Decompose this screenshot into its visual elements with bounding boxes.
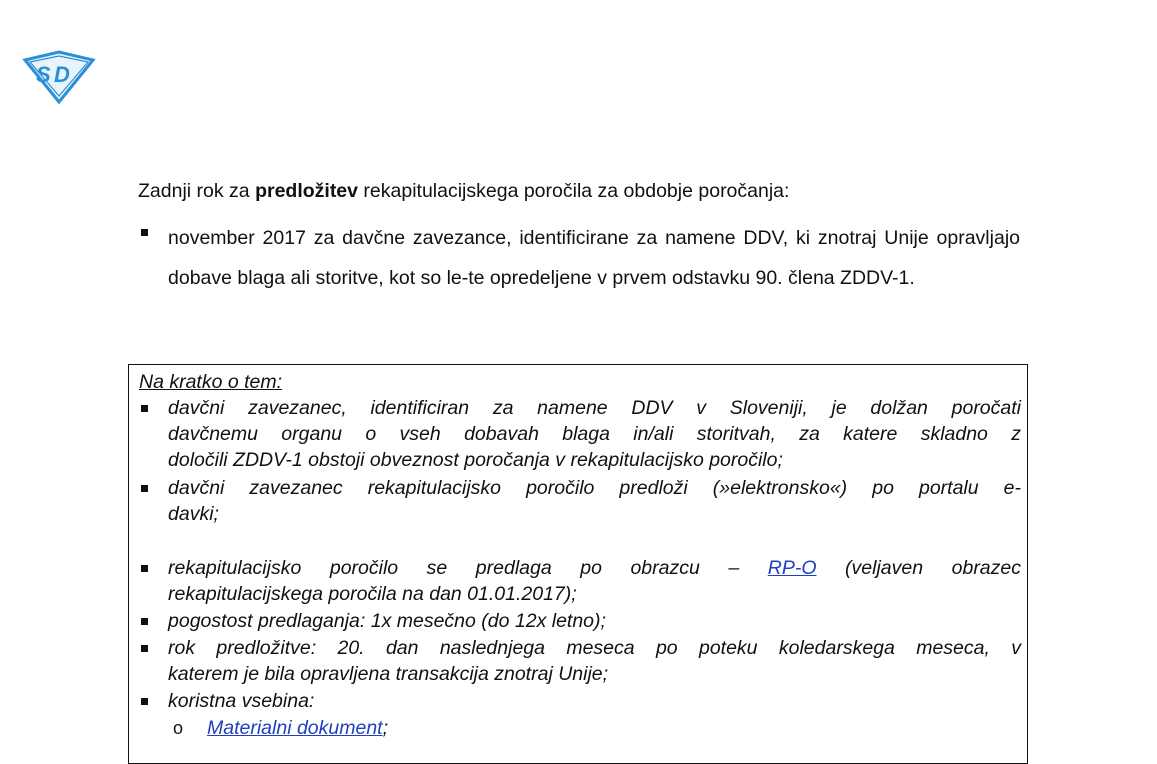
intro-post: rekapitulacijskega poročila za obdobje poročanja: bbox=[358, 180, 790, 202]
box-item-3-line-1 bbox=[168, 555, 1021, 581]
box-item-6 bbox=[139, 688, 1021, 714]
intro-bold: predložitev bbox=[255, 180, 358, 202]
bullet-square-icon bbox=[141, 698, 148, 705]
rp-o-form-link[interactable]: RP-O bbox=[767, 557, 817, 579]
materialni-dokument-link[interactable]: Materialni dokument bbox=[207, 717, 383, 739]
box-item-3 bbox=[139, 555, 1021, 607]
sub-item-post: ; bbox=[382, 717, 389, 739]
box-item-2-line-1: davčni zavezanec rekapitulacijsko poročilo predloži (»elektronsko«) po portalu e- bbox=[168, 477, 1021, 499]
box-item-1-line-3: določili ZDDV-1 obstoji obveznost poročanja v rekapitulacijsko poročilo; bbox=[168, 449, 783, 471]
svg-text:S: S bbox=[36, 62, 51, 87]
bullet-square-icon bbox=[141, 405, 148, 412]
sub-bullet-marker: o bbox=[173, 718, 184, 738]
intro-pre: Zadnji rok za bbox=[138, 180, 256, 202]
svg-text:D: D bbox=[54, 62, 70, 87]
box-item-5 bbox=[139, 635, 1021, 687]
deadline-list bbox=[138, 218, 1020, 298]
summary-box-title: Na kratko o tem: bbox=[139, 371, 283, 393]
box-subitem bbox=[173, 715, 388, 741]
bullet-square-icon bbox=[141, 565, 148, 572]
list-item-text: november 2017 za davčne zavezance, identificirane za namene DDV, ki znotraj Unije opravljajo dobave blaga ali storitve, kot so le-te opredeljene v prvem odstavku 90. člena ZDDV-1. bbox=[168, 227, 1020, 289]
summary-box bbox=[128, 364, 1028, 764]
company-logo-icon bbox=[22, 50, 96, 104]
box-item-6-text: koristna vsebina: bbox=[168, 690, 315, 712]
bullet-square-icon bbox=[141, 229, 148, 236]
box-item-4-text: pogostost predlaganja: 1x mesečno (do 12x letno); bbox=[168, 610, 606, 632]
box-item-2-line-2: davki; bbox=[168, 503, 219, 525]
intro-paragraph bbox=[138, 178, 1020, 204]
box-item-2 bbox=[139, 475, 1021, 527]
bullet-square-icon bbox=[141, 485, 148, 492]
bullet-square-icon bbox=[141, 645, 148, 652]
box-item-3-pre: rekapitulacijsko poročilo se predlaga po obrazcu – bbox=[168, 557, 768, 579]
box-item-1 bbox=[139, 395, 1021, 473]
box-item-3-line-2: rekapitulacijskega poročila na dan 01.01.2017); bbox=[168, 583, 577, 605]
box-item-3-post: (veljaven obrazec bbox=[816, 557, 1022, 579]
list-item bbox=[138, 218, 1020, 298]
box-item-5-line-2: katerem je bila opravljena transakcija znotraj Unije; bbox=[168, 663, 609, 685]
bullet-square-icon bbox=[141, 618, 148, 625]
box-item-4 bbox=[139, 608, 1021, 634]
box-item-1-line-1: davčni zavezanec, identificiran za namene DDV v Sloveniji, je dolžan poročati bbox=[168, 397, 1021, 419]
box-item-5-line-1: rok predložitve: 20. dan naslednjega meseca po poteku koledarskega meseca, v bbox=[168, 637, 1021, 659]
box-item-1-line-2: davčnemu organu o vseh dobavah blaga in/ali storitvah, za katere skladno z bbox=[168, 423, 1021, 445]
